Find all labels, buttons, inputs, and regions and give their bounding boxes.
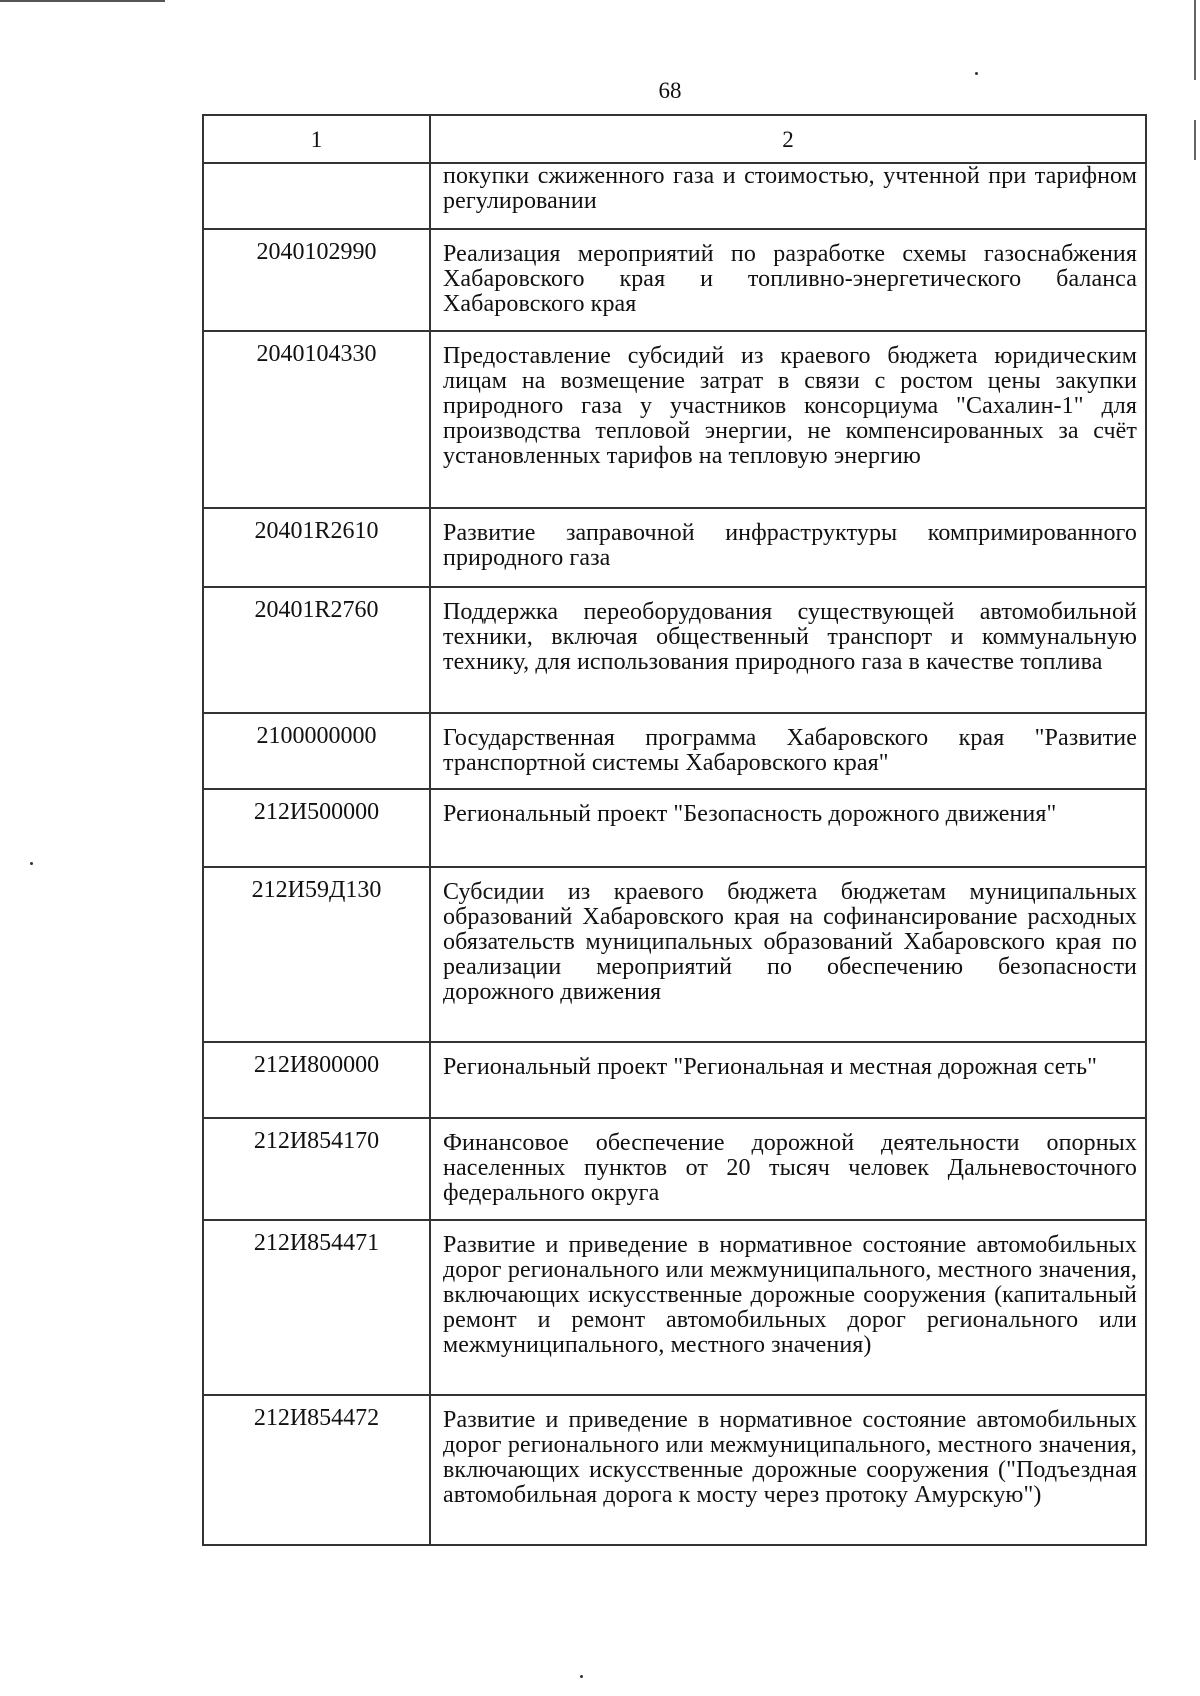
table-row (203, 508, 1146, 587)
scan-edge-mark (0, 0, 165, 2)
table-row (203, 1118, 1146, 1220)
code-cell: 2100000000 (203, 713, 430, 789)
scan-speck (975, 72, 978, 75)
table-row (203, 867, 1146, 1042)
description-cell: Финансовое обеспечение дорожной деятельности опорных населенных пунктов от 20 тысяч человек Дальневосточного федерального округа (430, 1118, 1146, 1220)
scan-speck (30, 862, 33, 865)
budget-code-table (202, 114, 1147, 1546)
description-cell: Субсидии из краевого бюджета бюджетам муниципальных образований Хабаровского края на софинансирование расходных обязательств муниципальных образований Хабаровского края по реализации мероприятий по обеспечению безопасности дорожного движения (430, 867, 1146, 1042)
table-row (203, 1220, 1146, 1395)
table-row (203, 1042, 1146, 1118)
table-row (203, 331, 1146, 508)
code-cell (203, 163, 430, 229)
table-row (203, 713, 1146, 789)
table-row (203, 587, 1146, 713)
code-cell: 212И854471 (203, 1220, 430, 1395)
table-row (203, 229, 1146, 331)
code-cell: 20401R2760 (203, 587, 430, 713)
description-cell: Региональный проект "Региональная и местная дорожная сеть" (430, 1042, 1146, 1118)
description-cell: Реализация мероприятий по разработке схемы газоснабжения Хабаровского края и топливно-энергетического баланса Хабаровского края (430, 229, 1146, 331)
scan-speck (580, 1675, 583, 1678)
description-cell: Предоставление субсидий из краевого бюджета юридическим лицам на возмещение затрат в связи с ростом цены закупки природного газа у участников консорциума "Сахалин-1" для производства тепловой энергии, не компенсированных за счёт установленных тарифов на тепловую энергию (430, 331, 1146, 508)
code-cell: 212И500000 (203, 789, 430, 867)
description-cell: Региональный проект "Безопасность дорожного движения" (430, 789, 1146, 867)
code-cell: 212И854170 (203, 1118, 430, 1220)
description-cell: покупки сжиженного газа и стоимостью, учтенной при тарифном регулировании (430, 163, 1146, 229)
scan-edge-mark-right-lower (1194, 120, 1196, 160)
code-cell: 2040102990 (203, 229, 430, 331)
description-cell: Государственная программа Хабаровского края "Развитие транспортной системы Хабаровского края" (430, 713, 1146, 789)
table-row (203, 163, 1146, 229)
table-row (203, 789, 1146, 867)
page-number: 68 (658, 78, 682, 103)
table-header-row (203, 115, 1146, 163)
column-header-1: 1 (203, 115, 430, 163)
description-cell: Развитие заправочной инфраструктуры компримированного природного газа (430, 508, 1146, 587)
description-cell: Развитие и приведение в нормативное состояние автомобильных дорог регионального или межмуниципального, местного значения, включающих искусственные дорожные сооружения ("Подъездная автомобильная дорога к мосту через протоку Амурскую") (430, 1395, 1146, 1545)
code-cell: 2040104330 (203, 331, 430, 508)
description-cell: Развитие и приведение в нормативное состояние автомобильных дорог регионального или межмуниципального, местного значения, включающих искусственные дорожные сооружения (капитальный ремонт и ремонт автомобильных дорог регионального или межмуниципального, местного значения) (430, 1220, 1146, 1395)
table-row (203, 1395, 1146, 1545)
code-cell: 212И800000 (203, 1042, 430, 1118)
code-cell: 20401R2610 (203, 508, 430, 587)
description-cell: Поддержка переоборудования существующей автомобильной техники, включая общественный транспорт и коммунальную технику, для использования природного газа в качестве топлива (430, 587, 1146, 713)
scan-edge-mark-right (1194, 0, 1196, 80)
column-header-2: 2 (430, 115, 1146, 163)
code-cell: 212И59Д130 (203, 867, 430, 1042)
code-cell: 212И854472 (203, 1395, 430, 1545)
